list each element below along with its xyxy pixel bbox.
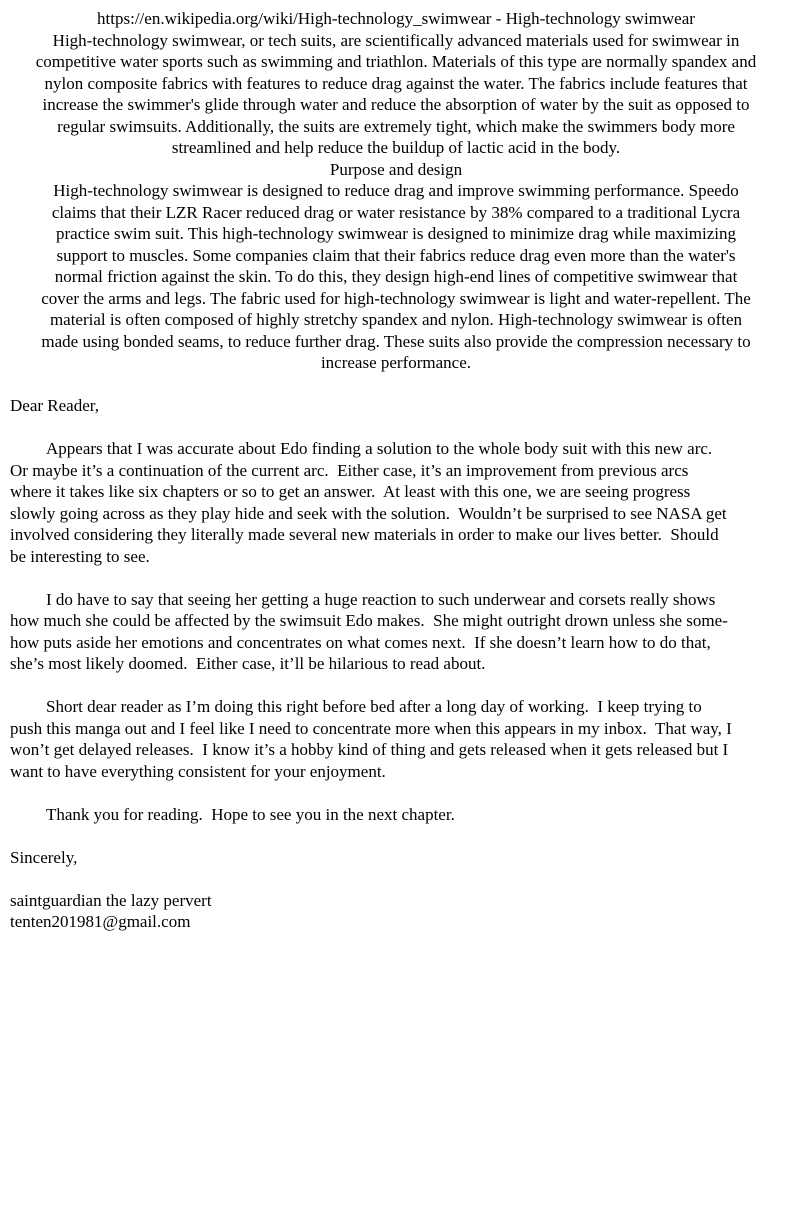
letter-line: involved considering they literally made several new materials in order to make our lives better. Should (10, 525, 719, 544)
letter-line: Or maybe it’s a continuation of the current arc. Either case, it’s an improvement from previous arcs (10, 460, 689, 480)
letter-line: I do have to say that seeing her getting a huge reaction to such underwear and corsets really shows (46, 589, 716, 609)
quote-line: High-technology swimwear is designed to reduce drag and improve swimming performance. Speedo (53, 181, 739, 200)
letter-line: slowly going across as they play hide and seek with the solution. Wouldn’t be surprised to see NASA get (10, 503, 727, 523)
quote-line: made using bonded seams, to reduce further drag. These suits also provide the compression necessary to (41, 331, 751, 351)
quote-line: increase performance. (320, 353, 472, 372)
quote-line: streamlined and help reduce the buildup of lactic acid in the body. (171, 138, 621, 157)
signature-name: saintguardian the lazy pervert (10, 890, 212, 910)
quote-line: regular swimsuits. Additionally, the suits are extremely tight, which make the swimmers body more (57, 116, 735, 136)
signature-email: tenten201981@gmail.com (10, 912, 191, 931)
quote-line: nylon composite fabrics with features to reduce drag against the water. The fabrics include features that (44, 73, 748, 93)
letter-closing: Sincerely, (10, 847, 78, 867)
quote-line: support to muscles. Some companies claim that their fabrics reduce drag even more than the water's (56, 245, 736, 265)
quote-line: competitive water sports such as swimming and triathlon. Materials of this type are normally spandex and (35, 52, 757, 71)
letter-line: she’s most likely doomed. Either case, it’ll be hilarious to read about. (10, 654, 486, 673)
signature-block (10, 890, 786, 933)
letter-line: how much she could be affected by the swimsuit Edo makes. She might outright drown unless she some- (10, 611, 728, 630)
letter-line: Appears that I was accurate about Edo finding a solution to the whole body suit with this new arc. (46, 439, 713, 458)
quote-line: practice swim suit. This high-technology swimwear is designed to minimize drag while maximizing (55, 224, 737, 243)
letter-body (0, 395, 792, 933)
letter-line: where it takes like six chapters or so to get an answer. At least with this one, we are seeing progress (10, 482, 691, 501)
letter-line: how puts aside her emotions and concentrates on what comes next. If she doesn’t learn how to do that, (10, 632, 711, 652)
quote-line: https://en.wikipedia.org/wiki/High-technology_swimwear - High-technology swimwear (97, 9, 695, 28)
letter-salutation: Dear Reader, (10, 396, 99, 415)
letter-paragraph (10, 804, 786, 826)
letter-line: won’t get delayed releases. I know it’s a hobby kind of thing and gets released when it gets released but I (10, 740, 729, 759)
letter-paragraphs (10, 438, 786, 825)
quote-line: Purpose and design (329, 159, 463, 179)
wikipedia-quote-block (0, 8, 792, 374)
quote-line: High-technology swimwear, or tech suits, are scientifically advanced materials used for swimwear in (52, 30, 740, 50)
letter-line: push this manga out and I feel like I need to concentrate more when this appears in my inbox. That way, I (10, 718, 732, 738)
quote-line: normal friction against the skin. To do this, they design high-end lines of competitive swimwear that (54, 267, 738, 286)
quote-line: claims that their LZR Racer reduced drag or water resistance by 38% compared to a traditional Lycra (51, 202, 741, 222)
quote-line: cover the arms and legs. The fabric used for high-technology swimwear is light and water-repellent. The (41, 288, 751, 308)
letter-paragraph (10, 438, 786, 567)
letter-line: Short dear reader as I’m doing this right before bed after a long day of working. I keep trying to (46, 697, 702, 716)
letter-line: want to have everything consistent for your enjoyment. (10, 761, 386, 781)
letter-paragraph (10, 589, 786, 675)
letter-paragraph (10, 696, 786, 782)
quote-line: material is often composed of highly stretchy spandex and nylon. High-technology swimwear is often (49, 310, 743, 329)
letter-line: Thank you for reading. Hope to see you in the next chapter. (46, 804, 455, 824)
quote-line: increase the swimmer's glide through water and reduce the absorption of water by the suit as opposed to (42, 95, 750, 114)
letter-line: be interesting to see. (10, 546, 150, 566)
